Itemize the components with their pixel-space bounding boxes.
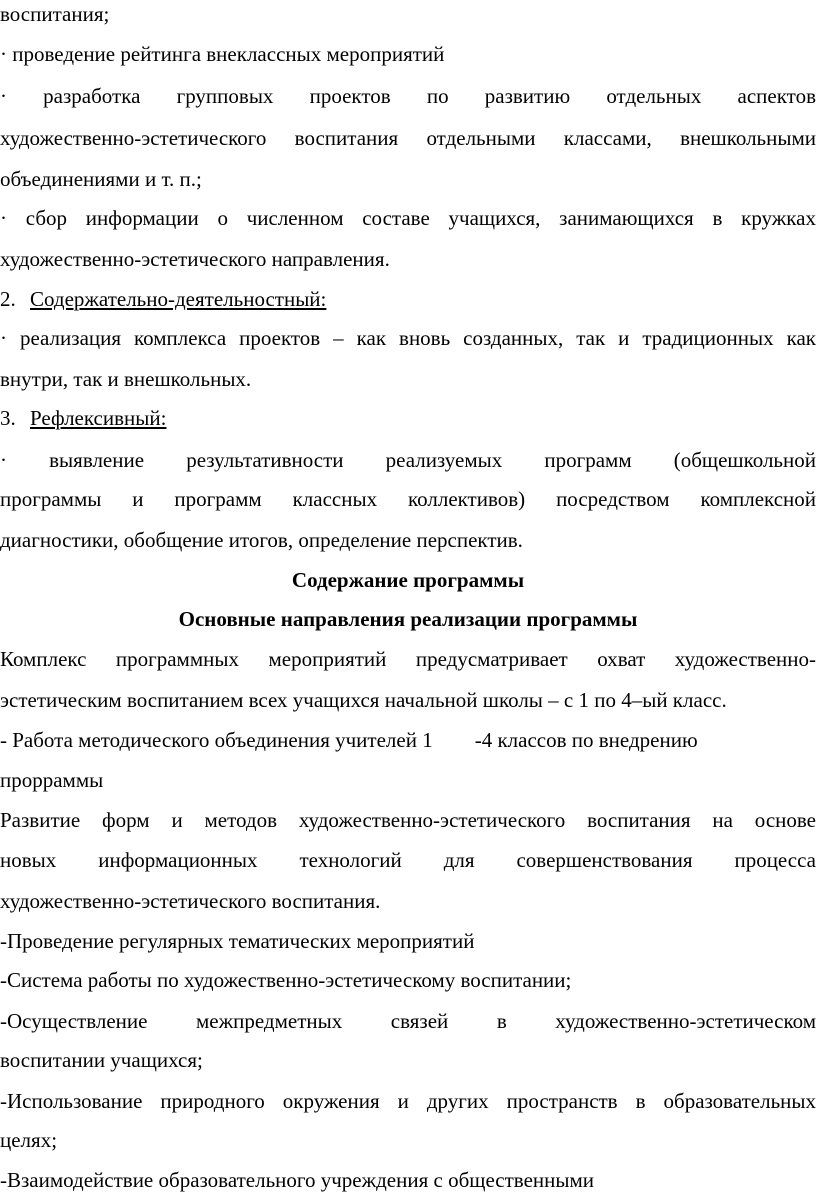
text-line: прорраммы (0, 768, 104, 792)
section-title: Рефлексивный: (30, 406, 167, 430)
text-line: Комплекс программных мероприятий предусматривает охват художественно- (0, 647, 816, 671)
text-line: внутри, так и внешкольных. (0, 367, 252, 391)
bullet-item: · реализация комплекса проектов – как вновь созданных, так и традиционных как (0, 326, 816, 350)
list-item: -Система работы по художественно-эстетическому воспитании; (0, 968, 572, 992)
list-item: -Проведение регулярных тематических мероприятий (0, 929, 475, 953)
text-line: диагностики, обобщение итогов, определение перспектив. (0, 528, 523, 552)
text-line: целях; (0, 1128, 58, 1152)
text-line: объединениями и т. п.; (0, 167, 202, 191)
text-line: художественно-эстетического направления. (0, 247, 390, 271)
text-line: программы и программ классных коллективов) посредством комплексной (0, 487, 816, 511)
text-line: художественно-эстетического воспитания отдельными классами, внешкольными (0, 126, 816, 150)
section-heading-3 (0, 406, 816, 430)
text-line: художественно-эстетического воспитания. (0, 889, 381, 913)
heading: Основные направления реализации программы (178, 607, 638, 631)
heading: Содержание программы (291, 568, 525, 592)
text-fragment: -4 классов по внедрению (474, 728, 698, 752)
section-title: Содержательно-деятельностный: (30, 287, 327, 311)
bullet-item: · сбор информации о численном составе учащихся, занимающихся в кружках (0, 206, 816, 230)
section-number: 2. (0, 287, 16, 311)
text-line: Развитие форм и методов художественно-эстетического воспитания на основе (0, 808, 816, 832)
text-line: воспитании учащихся; (0, 1048, 203, 1072)
text-line: новых информационных технологий для совершенствования процесса (0, 848, 816, 872)
text-fragment: - Работа методического объединения учителей 1 (0, 728, 433, 752)
list-item: -Использование природного окружения и других пространств в образовательных (0, 1089, 816, 1113)
text-line: эстетическим воспитанием всех учащихся начальной школы – с 1 по 4–ый класс. (0, 688, 727, 712)
bullet-item: · разработка групповых проектов по развитию отдельных аспектов (0, 84, 816, 108)
text-line (0, 728, 816, 752)
section-number: 3. (0, 406, 16, 430)
bullet-item: · проведение рейтинга внеклассных мероприятий (0, 42, 445, 66)
list-item: -Осуществление межпредметных связей в художественно-эстетическом (0, 1009, 816, 1033)
text-line: воспитания; (0, 2, 110, 26)
list-item: -Взаимодействие образовательного учреждения с общественными (0, 1168, 595, 1192)
section-heading-2 (0, 287, 816, 311)
bullet-item: · выявление результативности реализуемых программ (общешкольной (0, 448, 816, 472)
